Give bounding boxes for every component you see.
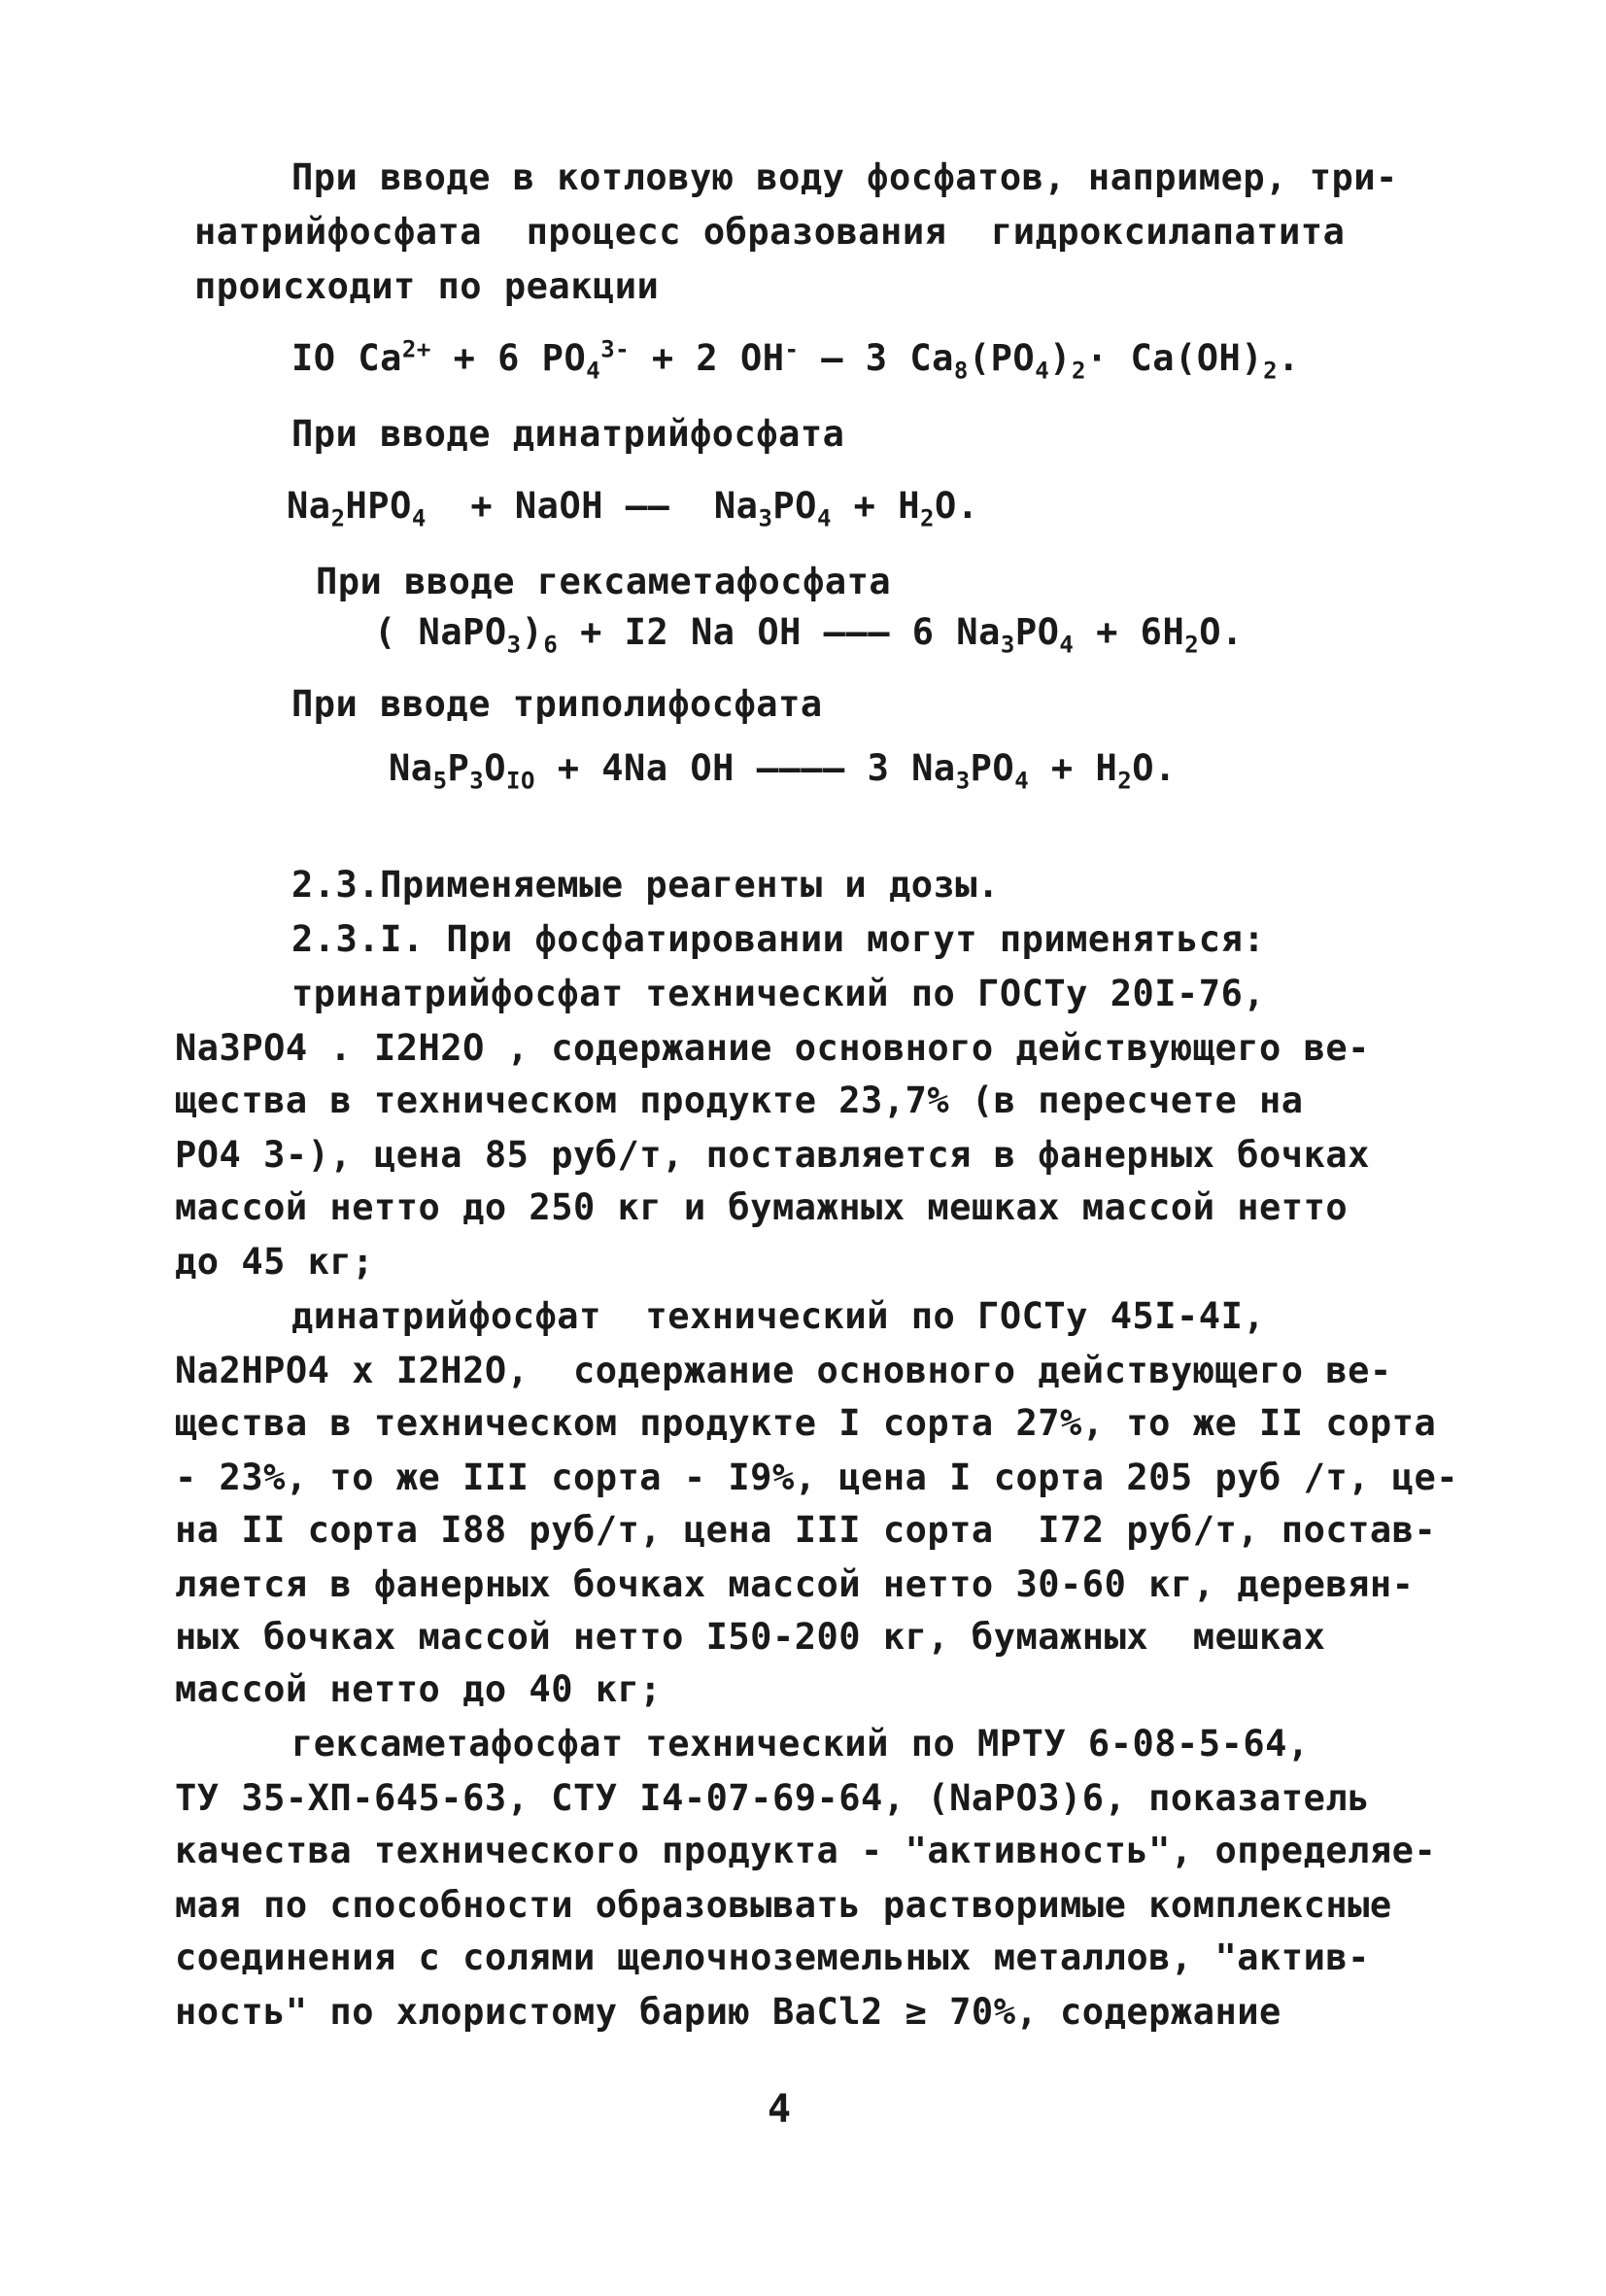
subsection-title: 2.3.I. При фосфатировании могут применяться: [291,918,1266,960]
equation-disodium: $Na_2HPO_4$ + NaOH —— $Na_3PO_4 + H_2O$. [287,485,979,532]
body-line-18: мая по способности образовывать растворимые комплексные [175,1884,1392,1926]
body-line-11: на II сорта I88 руб/т, цена III сорта I72 руб/т, постав- [175,1509,1437,1551]
body-line-4: PO4 3-), цена 85 руб/т, поставляется в фанерных бочках [175,1134,1370,1176]
heading-disodium: При вводе динатрийфосфата [291,413,845,455]
body-line-3: щества в техническом продукте 23,7% (в пересчете на [175,1079,1304,1121]
body-line-9: щества в техническом продукте I сорта 27%, то же II сорта [175,1402,1437,1444]
body-line-13: ных бочках массой нетто I50-200 кг, бумажных мешках [175,1616,1326,1658]
body-line-7: динатрийфосфат технический по ГОСТу 45I-4I, [291,1295,1266,1337]
body-line-12: ляется в фанерных бочках массой нетто 30-60 кг, деревян- [175,1563,1415,1605]
body-line-16: ТУ 35-ХП-645-63, СТУ I4-07-69-64, (NaPO3)6, показатель [175,1777,1370,1819]
equation-hydroxylapatite: IO $Ca^{2+} + 6$ $PO_4^{3-} + 2$ OH- — 3 $Ca_8(PO_4)_2\cdot Ca(OH)_2$. [291,335,1300,385]
body-line-1: тринатрийфосфат технический по ГОСТу 20I-76, [291,973,1266,1014]
body-line-20: ность" по хлористому барию BaCl2 ≥ 70%, содержание [175,1991,1281,2033]
page-number: 4 [768,2087,792,2132]
section-title: 2.3.Применяемые реагенты и дозы. [291,864,1000,906]
intro-line-3: происходит по реакции [194,265,660,307]
body-line-6: до 45 кг; [175,1241,374,1283]
body-line-17: качества технического продукта - "активность", определяе- [175,1830,1437,1871]
body-line-2: Na3PO4 . I2H2O , содержание основного действующего ве- [175,1027,1370,1069]
intro-line-2: натрийфосфата процесс образования гидроксилапатита [194,211,1346,253]
heading-tripolyphosphate: При вводе триполифосфата [291,683,823,725]
equation-tripolyphosphate: $Na_5P_3O_{IO} + 4Na$ OH ———— 3 $Na_3PO_4 + H_2O$. [389,747,1177,795]
equation-hexametaphosphate: ( $NaPO_3)_6 + I2$ Na OH ——— 6 $Na_3PO_4 + 6H_2O$. [374,611,1244,659]
body-line-15: гексаметафосфат технический по МРТУ 6-08-5-64, [291,1723,1310,1765]
heading-hexametaphosphate: При вводе гексаметафосфата [316,561,892,602]
body-line-5: массой нетто до 250 кг и бумажных мешках массой нетто [175,1186,1349,1228]
body-line-19: соединения с солями щелочноземельных металлов, "актив- [175,1936,1370,1978]
body-line-14: массой нетто до 40 кг; [175,1668,663,1710]
intro-line-1: При вводе в котловую воду фосфатов, например, три- [291,156,1398,198]
body-line-8: Na2HPO4 x I2H2O, содержание основного действующего ве- [175,1350,1392,1391]
body-line-10: - 23%, то же III сорта - I9%, цена I сорта 205 руб /т, це- [175,1456,1459,1498]
